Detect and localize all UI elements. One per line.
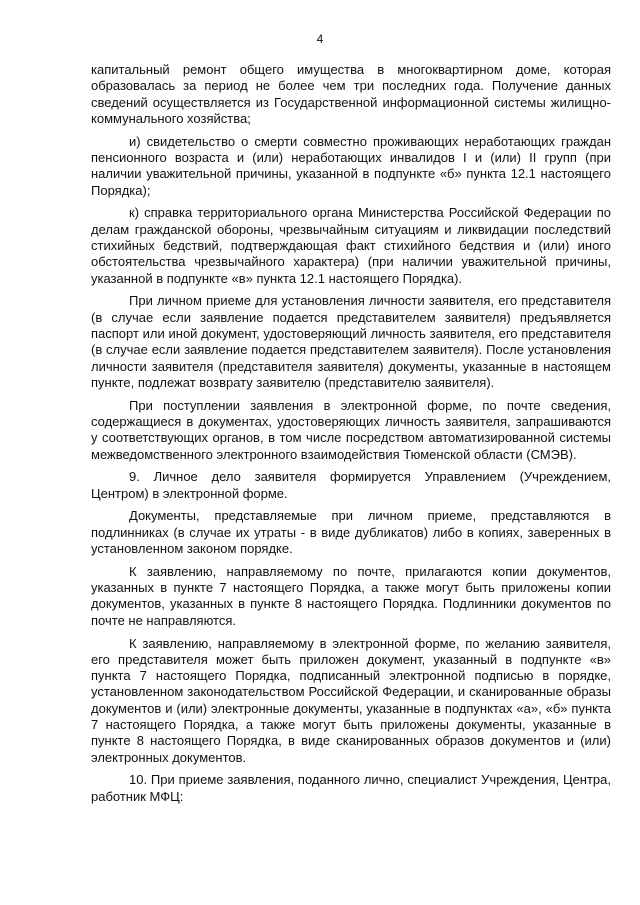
paragraph-item-i: и) свидетельство о смерти совместно проживающих неработающих граждан пенсионного возраста и (или) неработающих инвалидов I и (или) II групп (при наличии уважительной причины, указанной в подпункте «б» пункта 12.1 настоящего Порядка); <box>91 133 611 198</box>
paragraph-electronic-attachments: К заявлению, направляемому в электронной форме, по желанию заявителя, его представителя может быть приложен документ, указанный в подпункте «в» пункта 7 настоящего Порядка, подписанный электронной подписью в порядке, установленном законодательством Российской Федерации, и сканированные образы документов и (или) электронные документы, указанные в подпунктах «а», «б» пункта 7 настоящего Порядка, а также могут быть приложены документы, указанные в пункте 8 настоящего Порядка, в виде сканированных образов документов и (или) электронных документов. <box>91 635 611 765</box>
paragraph-electronic-submission: При поступлении заявления в электронной форме, по почте сведения, содержащиеся в документах, удостоверяющих личность заявителя, запрашиваются у соответствующих органов, в том числе посредством автоматизированной системы межведомственного электронного взаимодействия Тюменской области (СМЭВ). <box>91 397 611 462</box>
paragraph-continuation: капитальный ремонт общего имущества в многоквартирном доме, которая образовалась за период не более чем три последних года. Получение данных сведений осуществляется из Государственной информационной системы жилищно-коммунального хозяйства; <box>91 62 611 126</box>
page-number: 4 <box>316 32 324 46</box>
document-body <box>91 62 611 811</box>
paragraph-point-10: 10. При приеме заявления, поданного лично, специалист Учреждения, Центра, работник МФЦ: <box>91 772 611 804</box>
paragraph-original-documents: Документы, представляемые при личном приеме, представляются в подлинниках (в случае их утраты - в виде дубликатов) либо в копиях, заверенных в установленном законом порядке. <box>91 508 611 557</box>
paragraph-item-k: к) справка территориального органа Министерства Российской Федерации по делам гражданской обороны, чрезвычайным ситуациям и ликвидации последствий стихийных бедствий, подтверждающая факт стихийного бедствия и (или) иного обстоятельства чрезвычайного характера) (при наличии уважительной причины, указанной в подпункте «в» пункта 12.1 настоящего Порядка). <box>91 205 611 286</box>
paragraph-point-9: 9. Личное дело заявителя формируется Управлением (Учреждением, Центром) в электронной форме. <box>91 469 611 501</box>
paragraph-personal-reception: При личном приеме для установления личности заявителя, его представителя (в случае если заявление подается представителем заявителя) предъявляется паспорт или иной документ, удостоверяющий личность заявителя, его представителя (в случае если заявление подается представителем заявителя). После установления личности заявителя (представителя заявителя) документы, указанные в настоящем пункте, подлежат возврату заявителю (представителю заявителя). <box>91 293 611 390</box>
paragraph-mail-submission: К заявлению, направляемому по почте, прилагаются копии документов, указанных в пункте 7 настоящего Порядка, а также могут быть приложены копии документов, указанных в пункте 8 настоящего Порядка. Подлинники документов по почте не направляются. <box>91 563 611 628</box>
